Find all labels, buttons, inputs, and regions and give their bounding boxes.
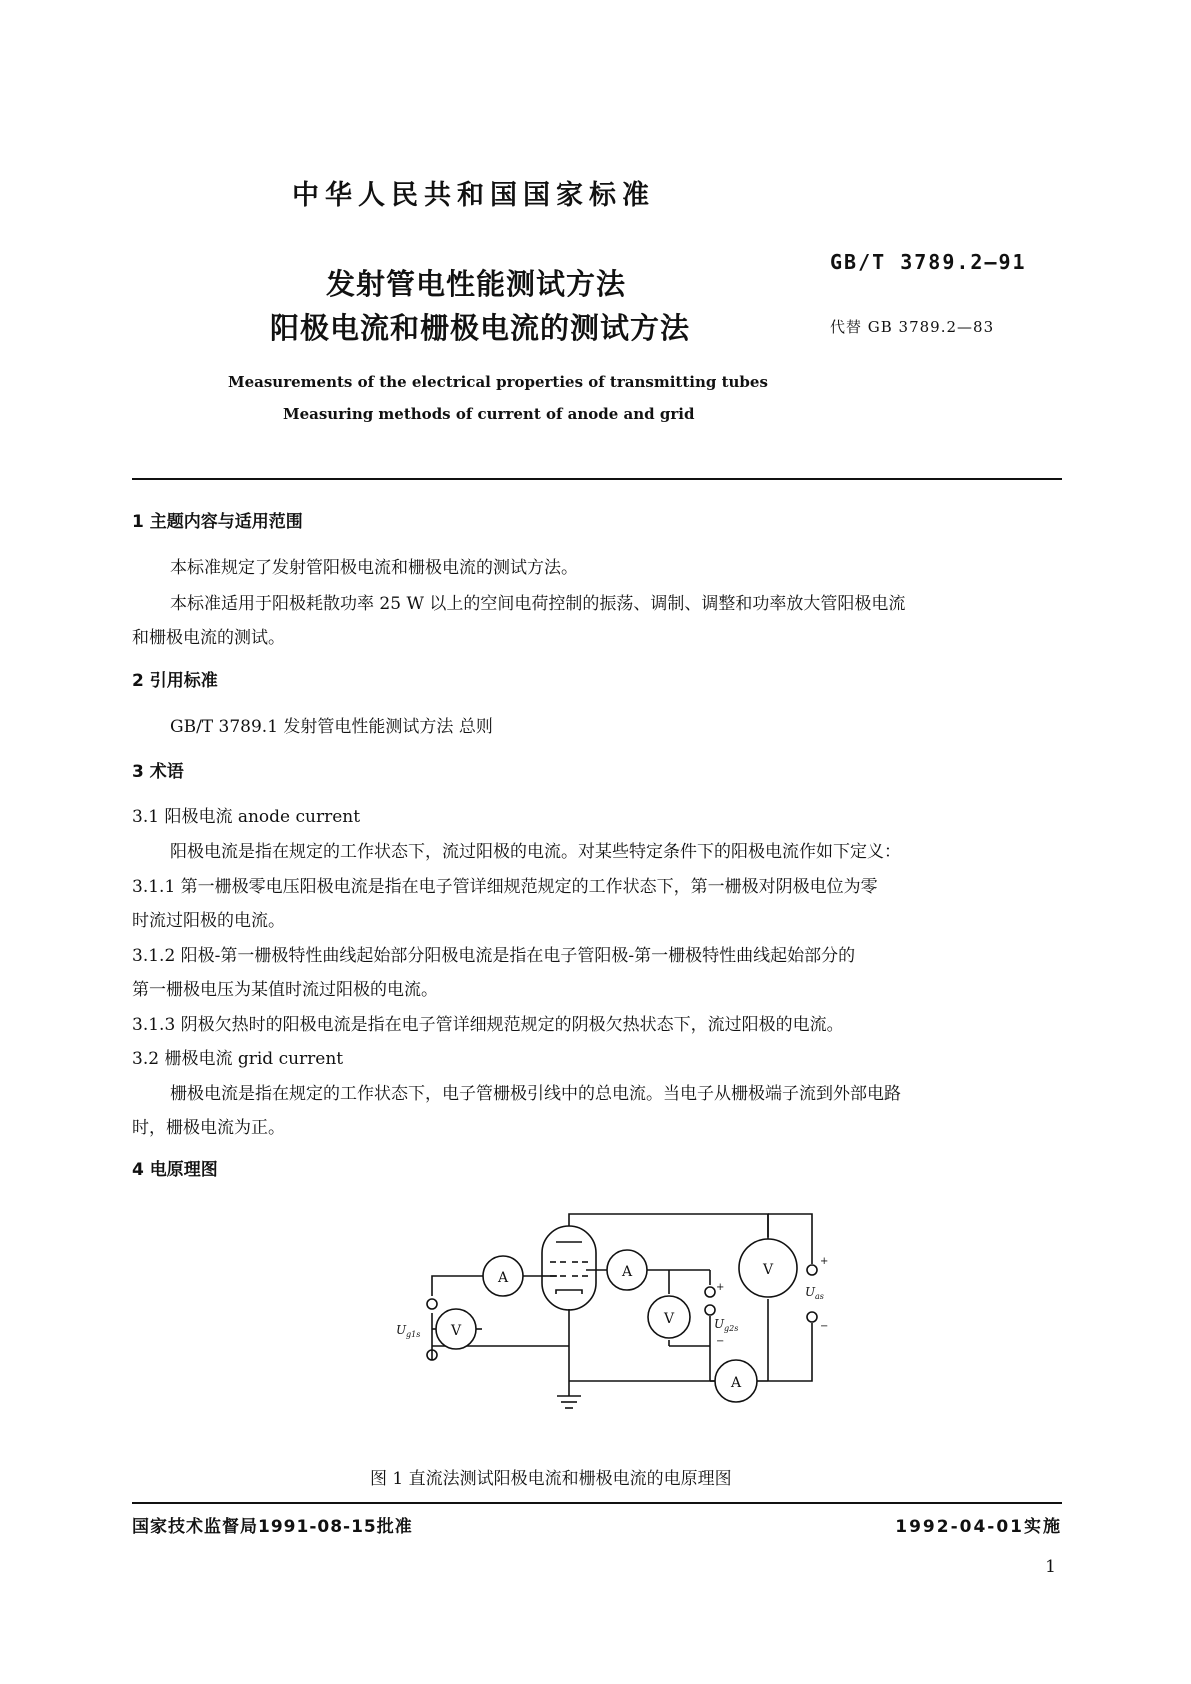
english-title-line2: Measuring methods of current of anode and grid bbox=[283, 405, 695, 423]
term-3-1-3: 3.1.3 阴极欠热时的阳极电流是指在电子管详细规范规定的阴极欠热状态下，流过阳极的电流。 bbox=[132, 1015, 844, 1035]
ammeter-g1-label: A bbox=[498, 1270, 509, 1286]
term-3-1-1-line2: 时流过阳极的电流。 bbox=[132, 911, 285, 931]
u-as-subscript: as bbox=[815, 1292, 824, 1301]
u-g1s-symbol: U bbox=[396, 1323, 407, 1337]
g2-plus-sign: + bbox=[716, 1282, 725, 1293]
term-3-1-1-line1: 3.1.1 第一栅极零电压阳极电流是指在电子管详细规范规定的工作状态下，第一栅极对阴极电位为零 bbox=[132, 877, 878, 897]
term-3-1-2-line2: 第一栅极电压为某值时流过阳极的电流。 bbox=[132, 980, 438, 1000]
anode-plus-sign: + bbox=[820, 1256, 829, 1267]
voltmeter-g2-label: V bbox=[664, 1311, 675, 1327]
header-divider bbox=[132, 478, 1062, 480]
section-2-heading: 2 引用标准 bbox=[132, 671, 218, 691]
term-3-1-definition: 阳极电流是指在规定的工作状态下，流过阳极的电流。对某些特定条件下的阳极电流作如下定义： bbox=[170, 842, 901, 862]
english-title-line1: Measurements of the electrical properties of transmitting tubes bbox=[228, 373, 768, 391]
section-1-paragraph-2a: 本标准适用于阳极耗散功率 25 W 以上的空间电荷控制的振荡、调制、调整和功率放大管阳极电流 bbox=[170, 594, 906, 614]
approval-date: 国家技术监督局1991-08-15批准 bbox=[132, 1517, 413, 1537]
replaces-standard: 代替 GB 3789.2—83 bbox=[830, 318, 995, 336]
vacuum-tube-symbol bbox=[542, 1226, 596, 1310]
term-3-2: 3.2 栅极电流 grid current bbox=[132, 1049, 344, 1069]
term-3-1-2-line1: 3.1.2 阳极-第一栅极特性曲线起始部分阳极电流是指在电子管阳极-第一栅极特性曲线起始部分的 bbox=[132, 946, 856, 966]
national-standard-heading: 中华人民共和国国家标准 bbox=[292, 180, 655, 211]
referenced-standard: GB/T 3789.1 发射管电性能测试方法 总则 bbox=[170, 717, 493, 737]
voltmeter-g1-label: V bbox=[451, 1323, 462, 1339]
standard-number: GB/T 3789.2—91 bbox=[830, 250, 1027, 274]
ground-symbol bbox=[557, 1396, 581, 1408]
term-3-1: 3.1 阳极电流 anode current bbox=[132, 807, 361, 827]
section-1-paragraph-1: 本标准规定了发射管阳极电流和栅极电流的测试方法。 bbox=[170, 558, 578, 578]
document-title-line1: 发射管电性能测试方法 bbox=[326, 267, 627, 301]
section-4-heading: 4 电原理图 bbox=[132, 1160, 218, 1180]
u-g2s-symbol: U bbox=[714, 1317, 725, 1331]
term-3-2-definition-line2: 时，栅极电流为正。 bbox=[132, 1118, 285, 1138]
section-1-heading: 1 主题内容与适用范围 bbox=[132, 512, 303, 532]
section-3-heading: 3 术语 bbox=[132, 762, 184, 782]
g2-minus-sign: − bbox=[716, 1336, 725, 1347]
section-1-paragraph-2b: 和栅极电流的测试。 bbox=[132, 628, 285, 648]
effective-date: 1992-04-01实施 bbox=[895, 1517, 1062, 1537]
footer-divider bbox=[132, 1502, 1062, 1504]
anode-minus-sign: − bbox=[820, 1321, 829, 1332]
ammeter-anode-label: A bbox=[731, 1375, 742, 1391]
u-as-symbol: U bbox=[805, 1285, 816, 1299]
u-g2s-subscript: g2s bbox=[724, 1324, 739, 1333]
term-3-2-definition-line1: 栅极电流是指在规定的工作状态下，电子管栅极引线中的总电流。当电子从栅极端子流到外部电路 bbox=[170, 1084, 901, 1104]
ammeter-g2-label: A bbox=[622, 1264, 633, 1280]
voltmeter-anode-label: V bbox=[763, 1262, 774, 1278]
figure-caption: 图 1 直流法测试阳极电流和栅极电流的电原理图 bbox=[370, 1469, 732, 1489]
document-title-line2: 阳极电流和栅极电流的测试方法 bbox=[270, 311, 691, 345]
page-number: 1 bbox=[1045, 1557, 1056, 1577]
u-g1s-subscript: g1s bbox=[406, 1330, 421, 1339]
circuit-diagram bbox=[380, 1210, 840, 1410]
